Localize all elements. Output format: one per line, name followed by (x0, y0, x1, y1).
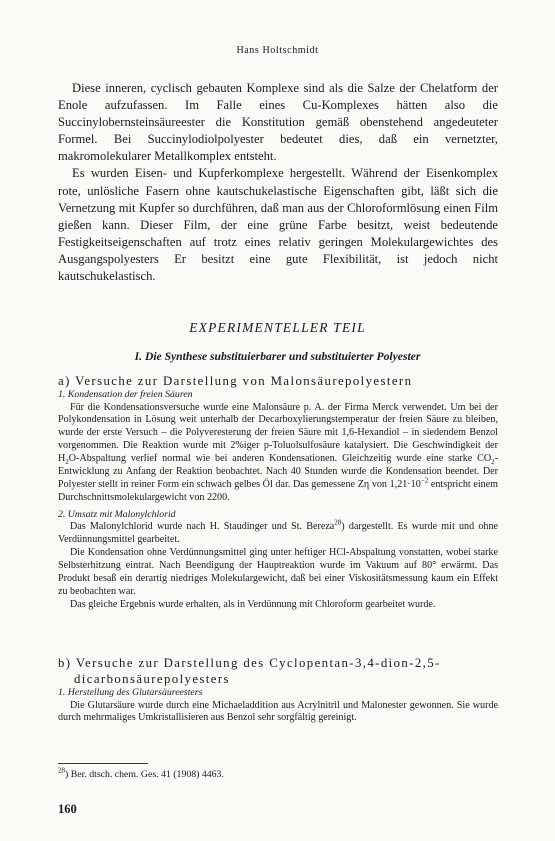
part-a-sub1-heading: 1. Kondensation der freien Säuren (58, 389, 193, 400)
part-b-sub1-paragraph: Die Glutarsäure wurde durch eine Michaeladdition aus Acrylnitril und Malonester gewonnen. Sie wurde durch mehrmaliges Umkristallisieren aus Benzol sehr sorgfältig gereinigt. (58, 699, 498, 724)
running-head: Hans Holtschmidt (236, 45, 319, 56)
part-a-sub1-paragraph: Für die Kondensationsversuche wurde eine Malonsäure p. A. der Firma Merck verwendet. Um bei der Polykondensation in Lösung weit unterhalb der Decarboxylierungstemperatur der freien Säure zu bleiben, wurde der erste Versuch – die Polyveresterung der freien Säure mit 1,6-Hexandiol – in siedendem Benzol vorgenommen. Die Reaktion wurde mit 2%iger p-Toluolsulfosäure katalysiert. Die Geschwindigkeit der $H_2O$-Abspaltung verlief normal wie bei anderen Kondensationen. Gleichzeitig wurde eine starke $CO_2$-Entwicklung zu Anfang der Reaktion beobachtet. Nach 40 Stunden wurde die Kondensation beendet. Der Polyester stellt in reiner Form ein schwach gelbes Öl dar. Das gemessene Zη von $1,21\cdot 10^{-2}$ entspricht einem Durchschnittsmolekulargewicht von 2200. (58, 401, 499, 503)
part-a (58, 373, 498, 612)
footnote-rule (58, 763, 148, 764)
part-a-heading: a) Versuche zur Darstellung von Malonsäurepolyestern (58, 374, 413, 388)
intro-text (58, 80, 498, 285)
page-number: 160 (58, 802, 77, 816)
part-b (58, 655, 498, 725)
part-a-sub2-paragraph: Das Malonylchlorid wurde nach H. Staudinger und St. Bereza$^{28}$) dargestellt. Es wurde mit und ohne Verdünnungsmittel gearbeitet. (58, 518, 498, 546)
part-b-sub1-heading: 1. Herstellung des Glutarsäureesters (58, 687, 203, 698)
part-b-heading: b) Versuche zur Darstellung des Cyclopentan-3,4-dion-2,5- dicarbonsäurepolyesters (58, 656, 441, 686)
subsection-title: I. Die Synthese substituierbarer und substituierter Polyester (134, 350, 421, 363)
intro-paragraph: Es wurden Eisen- und Kupferkomplexe hergestellt. Während der Eisenkomplex rote, unlösliche Fasern ohne kautschukelastische Eigenschaften gibt, läßt sich die Vernetzung mit Kupfer so durchführen, daß man aus der Chloroformlösung einen Film gießen kann. Dieser Film, der eine grüne Farbe besitzt, weist bedeutende Festigkeitseigenschaften auf trotz eines relativ geringen Molekulargewichtes des Ausgangspolyesters Er besitzt eine gute Flexibilität, ist jedoch nicht kautschukelastisch. (58, 166, 498, 284)
part-a-sub2-paragraph: Die Kondensation ohne Verdünnungsmittel ging unter heftiger HCl-Abspaltung vonstatten, wobei starke Selbsterhitzung eintrat. Nach Beendigung der Hauptreaktion wurde im Vakuum auf 80° erwärmt. Das Produkt besaß ein derartig niedriges Molekulargewicht, daß bei einer Viskositätsmessung kaum ein Effekt zu beobachten war. (58, 547, 498, 597)
section-title: EXPERIMENTELLER TEIL (189, 320, 366, 335)
part-a-sub2-paragraph: Das gleiche Ergebnis wurde erhalten, als in Verdünnung mit Chloroform gearbeitet wurde. (70, 598, 436, 610)
intro-paragraph: Diese inneren, cyclisch gebauten Komplexe sind als die Salze der Chelatform der Enole aufzufassen. Im Falle eines Cu-Komplexes hätten also die Succinylobernsteinsäureester die Konstitution gemäß obenstehend angedeuteter Formel. Bei Succinylodiolpolyester bedeutet dies, daß ein vernetzter, makromolekularer Metallkomplex entsteht. (58, 81, 498, 164)
part-a-sub2-heading: 2. Umsatz mit Malonylchlorid (58, 508, 176, 520)
footnote: $^{28}$) Ber. dtsch. chem. Ges. 41 (1908) 4463. (58, 766, 224, 780)
